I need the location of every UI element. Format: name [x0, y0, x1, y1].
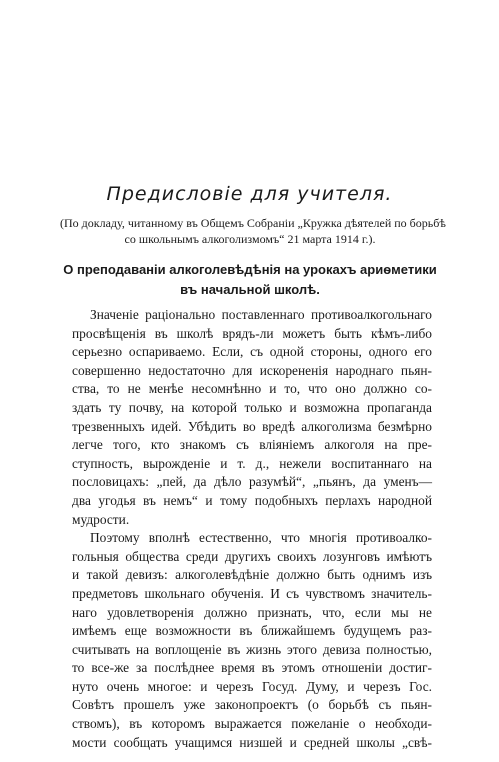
body-text [72, 306, 432, 752]
text-line: Поэтому вполнѣ естественно, что многія противоалко- [90, 530, 432, 546]
text-line: ступность, вырожденіе и т. д., нежели воспитаннаго на [72, 455, 432, 471]
text-line: пословицахъ: „пей, да дѣло разумѣй“, „пьянъ, да уменъ— [72, 474, 432, 490]
text-line: Совѣтъ прошелъ уже законопроектъ (о борьбѣ съ пьян- [72, 697, 432, 713]
text-line: и такой девизъ: алкоголевѣдѣніе должно быть однимъ изъ [72, 567, 432, 583]
text-line: мудрости. [72, 511, 130, 527]
text-line: просвѣщенія въ школѣ врядъ-ли можетъ быть кѣмъ-либо [72, 325, 432, 341]
page-title: Предисловіе для учителя. [106, 183, 393, 205]
paragraph-1 [72, 306, 432, 529]
text-line: предметовъ школьнаго обученія. И съ чувствомъ значитель- [72, 585, 432, 601]
text-line: ствомъ), въ которомъ выражается пожеланіе о необходи- [72, 716, 432, 732]
text-line: здать ту почву, на которой только и возможна пропаганда [72, 399, 432, 415]
heading-line: въ начальной школѣ. [180, 282, 320, 297]
text-line: имѣемъ еще возможности въ ближайшемъ будущемъ раз- [72, 623, 432, 639]
paragraph-2 [72, 529, 432, 752]
subtitle-line: (По докладу, читанному въ Общемъ Собраніи „Кружка дѣятелей по борьбѣ [60, 216, 446, 230]
text-line: ства, то не менѣе несомнѣнно и то, что оно должно со- [72, 381, 432, 397]
text-line: считывать на воплощеніе въ жизнь этого девиза полностью, [72, 641, 432, 657]
heading-line: О преподаваніи алкоголевѣдѣнія на урокахъ ариѳметики [63, 262, 437, 277]
text-line: легче того, кто знакомъ съ вліяніемъ алкоголя на пре- [72, 437, 432, 453]
text-line: совершенно недостаточно для искорененія народнаго пьян- [72, 362, 432, 378]
subtitle-note [60, 215, 446, 247]
text-line: трезвенныхъ идей. Убѣдить во вредѣ алкоголизма безмѣрно [72, 418, 432, 434]
subtitle-line: со школьнымъ алкоголизмомъ“ 21 марта 1914 г.). [124, 232, 376, 246]
text-line: нуто очень многое: и черезъ Госуд. Думу, и черезъ Гос. [72, 678, 432, 694]
text-line: два угодья въ немъ“ и тому подобныхъ перлахъ народной [72, 492, 432, 508]
section-heading [60, 260, 440, 300]
text-line: наго удовлетворенія должно признать, что, если мы не [72, 604, 432, 620]
text-line: Значеніе раціонально поставленнаго противоалкогольнаго [90, 307, 432, 322]
text-line: то все-же за послѣднее время въ этомъ отношеніи достиг- [72, 660, 432, 676]
text-line: серьезно оспариваемо. Если, съ одной стороны, одного его [72, 344, 432, 360]
text-line: мости сообщать учащимся низшей и средней школы „свѣ- [72, 734, 432, 750]
text-line: гольныя общества среди другихъ своихъ лозунговъ имѣютъ [72, 548, 432, 564]
